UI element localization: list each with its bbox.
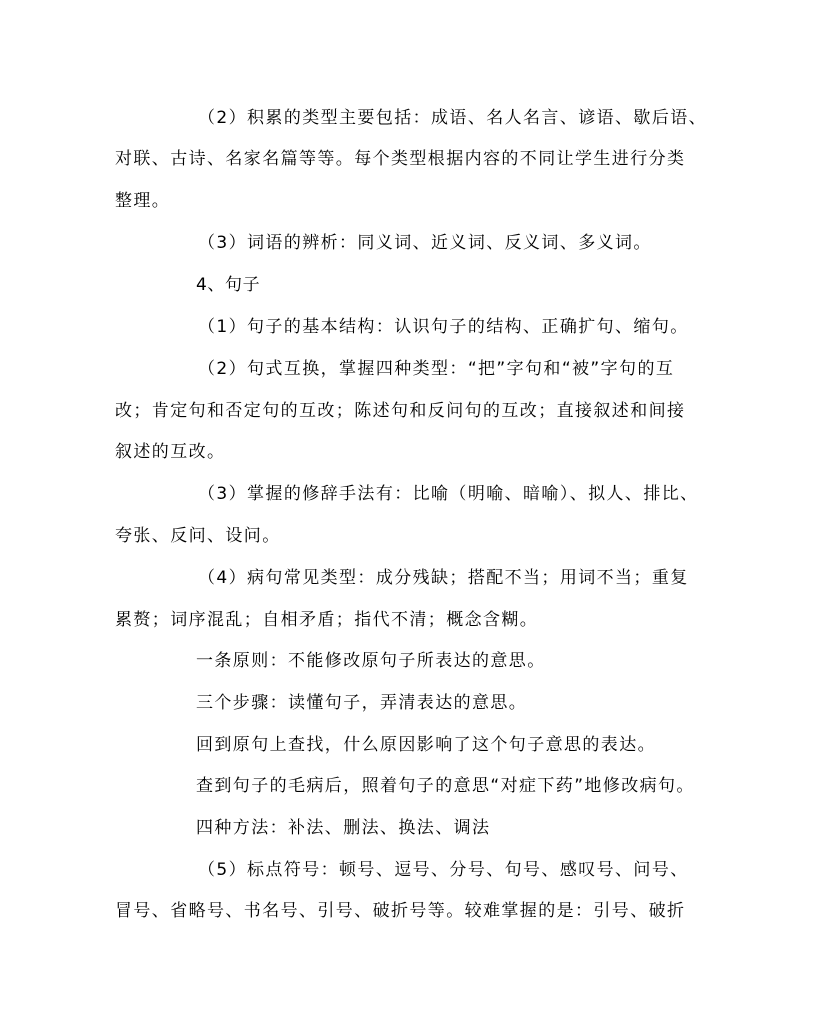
paragraph-line-13: 累赘；词序混乱；自相矛盾；指代不清；概念含糊。 [115, 610, 539, 630]
paragraph-line-10: （3）掌握的修辞手法有：比喻（明喻、暗喻）、拟人、排比、 [198, 484, 699, 504]
paragraph-line-7: （2）句式互换，掌握四种类型：“把”字句和“被”字句的互 [198, 359, 675, 379]
paragraph-line-15: 三个步骤：读懂句子，弄清表达的意思。 [196, 693, 528, 713]
paragraph-line-14: 一条原则：不能修改原句子所表达的意思。 [196, 651, 546, 671]
paragraph-line-9: 叙述的互改。 [115, 442, 226, 462]
paragraph-line-18: 四种方法：补法、删法、换法、调法 [196, 818, 491, 838]
paragraph-line-4: （3）词语的辨析：同义词、近义词、反义词、多义词。 [198, 233, 652, 253]
paragraph-line-19: （5）标点符号：顿号、逗号、分号、句号、感叹号、问号、 [198, 860, 689, 880]
paragraph-line-6: （1）句子的基本结构：认识句子的结构、正确扩句、缩句。 [198, 317, 689, 337]
paragraph-line-1: （2）积累的类型主要包括：成语、名人名言、谚语、歇后语、 [198, 108, 708, 128]
paragraph-line-11: 夸张、反问、设问。 [115, 526, 281, 546]
paragraph-line-2: 对联、古诗、名家名篇等等。每个类型根据内容的不同让学生进行分类 [115, 149, 686, 169]
paragraph-line-8: 改；肯定句和否定句的互改；陈述句和反问句的互改；直接叙述和间接 [115, 401, 686, 421]
paragraph-line-16: 回到原句上查找，什么原因影响了这个句子意思的表达。 [196, 735, 656, 755]
section-heading-sentences: 4、句子 [196, 275, 261, 295]
paragraph-line-3: 整理。 [115, 191, 171, 211]
paragraph-line-17: 查到句子的毛病后，照着句子的意思“对症下药”地修改病句。 [196, 776, 695, 796]
paragraph-line-20: 冒号、省略号、书名号、引号、破折号等。较难掌握的是：引号、破折 [115, 901, 686, 921]
paragraph-line-12: （4）病句常见类型：成分残缺；搭配不当；用词不当；重复 [198, 568, 689, 588]
